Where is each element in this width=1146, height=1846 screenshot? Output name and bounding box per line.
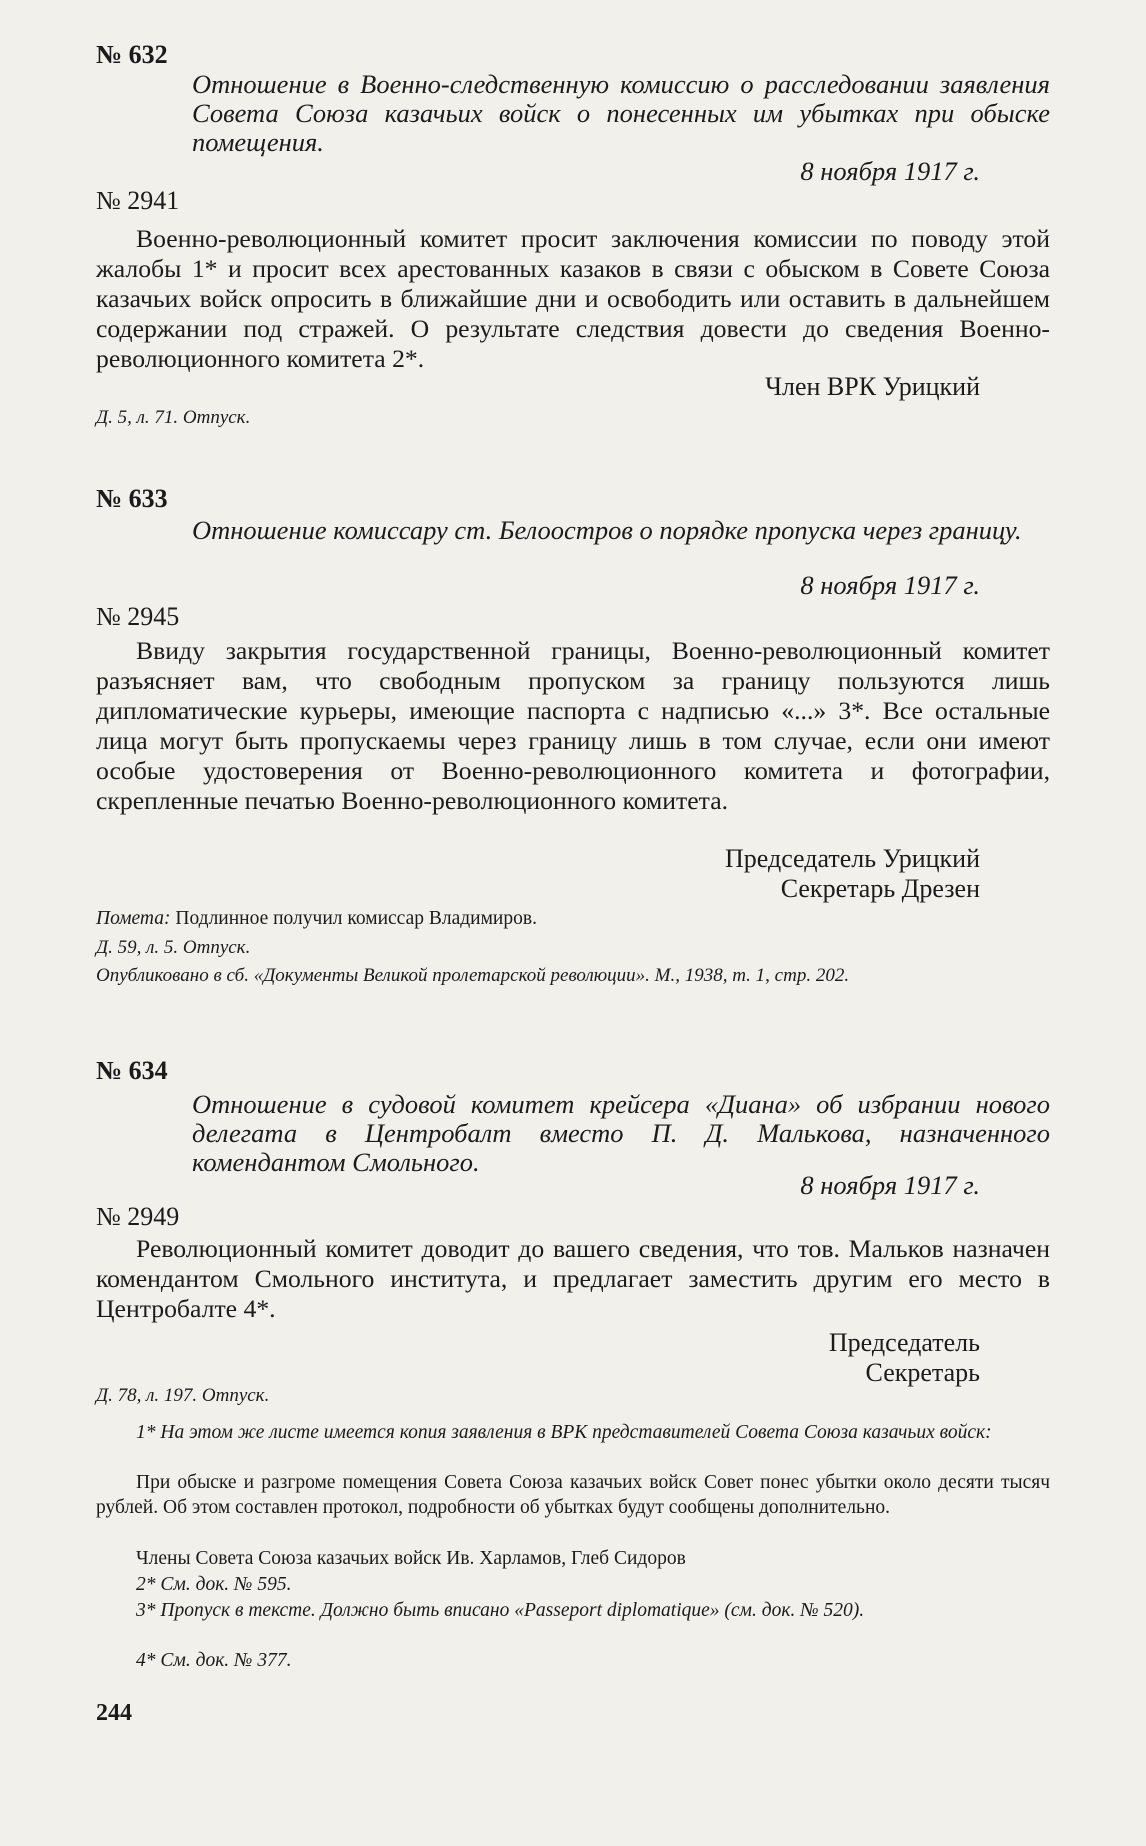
doc-634-date: 8 ноября 1917 г. <box>800 1170 980 1200</box>
footnote-1-intro: 1* На этом же листе имеется копия заявления в ВРК представителей Совета Союза казачьих войск: <box>136 1422 992 1443</box>
doc-632-reg-number: № 2941 <box>96 186 180 215</box>
doc-632-archive-ref: Д. 5, л. 71. Отпуск. <box>96 407 251 428</box>
doc-633-note-label: Помета: <box>96 908 171 929</box>
doc-633-note <box>96 906 537 932</box>
doc-632-title: Отношение в Военно-следственную комиссию о расследовании заявления Совета Союза казачьих войск о понесенных им убытках при обыске помещения. <box>192 69 1050 157</box>
page-number: 244 <box>96 1700 132 1726</box>
doc-634-signature-secretary: Секретарь <box>865 1358 980 1387</box>
doc-633-note-text: Подлинное получил комиссар Владимиров. <box>175 908 537 929</box>
footnote-3: 3* Пропуск в тексте. Должно быть вписано «Passeport diplomatique» (см. док. № 520). <box>136 1600 865 1621</box>
doc-633-publication: Опубликовано в сб. «Документы Великой пролетарской революции». М., 1938, т. 1, стр. 202. <box>96 965 850 986</box>
doc-632-signature: Член ВРК Урицкий <box>765 372 980 401</box>
doc-633-body: Ввиду закрытия государственной границы, Военно-революционный комитет разъясняет вам, что свободным пропуском за границу пользуются лишь дипломатические курьеры, имеющие паспорта с надписью «...» 3*. Все остальные лица могут быть пропускаемы через границу лишь в том случае, если они имеют особые удостоверения от Военно-революционного комитета и фотографии, скрепленные печатью Военно-революционного комитета. <box>96 636 1050 815</box>
doc-633-signature-chair: Председатель Урицкий <box>725 844 980 873</box>
doc-632-number: № 632 <box>96 40 168 69</box>
doc-633-reg-number: № 2945 <box>96 602 180 631</box>
footnote-1-quote: При обыске и разгроме помещения Совета Союза казачьих войск Совет понес убытки около десяти тысяч рублей. Об этом составлен протокол, подробности об убытках будут сообщены дополнительно. <box>96 1472 1050 1518</box>
footnote-4: 4* См. док. № 377. <box>136 1650 292 1671</box>
doc-634-reg-number: № 2949 <box>96 1202 180 1231</box>
doc-634-body: Революционный комитет доводит до вашего сведения, что тов. Мальков назначен комендантом Смольного института, и предлагает заместить другим его место в Центробалте 4*. <box>96 1234 1050 1323</box>
doc-633-archive-ref: Д. 59, л. 5. Отпуск. <box>96 937 251 958</box>
doc-632-body: Военно-революционный комитет просит заключения комиссии по поводу этой жалобы 1* и просит всех арестованных казаков в связи с обыском в Совете Союза казачьих войск опросить в ближайшие дни и освободить или оставить в дальнейшем содержании под стражей. О результате следствия довести до сведения Военно-революционного комитета 2*. <box>96 224 1050 373</box>
doc-634-signature-chair: Председатель <box>828 1328 980 1357</box>
doc-633-number: № 633 <box>96 484 168 513</box>
doc-632-date: 8 ноября 1917 г. <box>800 156 980 186</box>
doc-633-signature-secretary: Секретарь Дрезен <box>780 874 980 903</box>
footnote-1-signatories: Члены Совета Союза казачьих войск Ив. Харламов, Глеб Сидоров <box>136 1548 686 1569</box>
doc-633-date: 8 ноября 1917 г. <box>800 570 980 600</box>
doc-633-title: Отношение комиссару ст. Белоостров о порядке пропуска через границу. <box>192 515 1022 545</box>
doc-634-title: Отношение в судовой комитет крейсера «Диана» об избрании нового делегата в Центробалт вместо П. Д. Малькова, назначенного комендантом Смольного. <box>192 1089 1050 1177</box>
doc-634-number: № 634 <box>96 1056 168 1085</box>
footnote-2: 2* См. док. № 595. <box>136 1574 292 1595</box>
doc-634-archive-ref: Д. 78, л. 197. Отпуск. <box>96 1385 270 1406</box>
